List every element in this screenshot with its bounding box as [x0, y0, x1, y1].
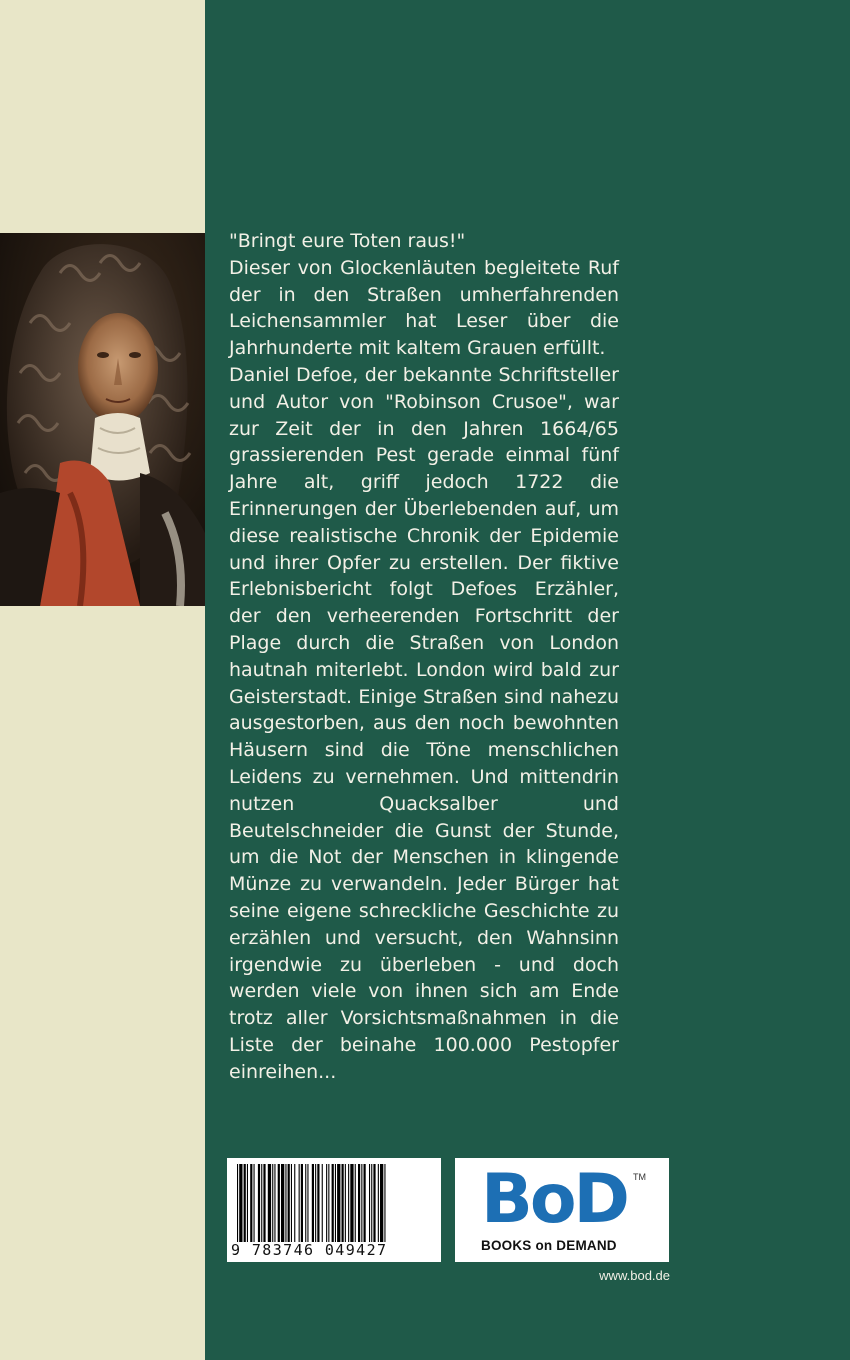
barcode-bar	[239, 1164, 242, 1242]
publisher-tagline: BOOKS on DEMAND	[481, 1238, 617, 1253]
barcode-bar	[361, 1164, 362, 1242]
barcode-bar	[237, 1164, 238, 1242]
barcode-bar	[281, 1164, 284, 1242]
barcode-bar	[250, 1164, 252, 1242]
barcode-bar	[345, 1164, 346, 1242]
barcode-bars	[237, 1164, 431, 1242]
barcode-bar	[258, 1164, 260, 1242]
publisher-website: www.bod.de	[599, 1268, 670, 1283]
isbn-number: 9 783746 049427	[231, 1241, 388, 1259]
barcode-bar	[378, 1164, 379, 1242]
portrait-painting	[0, 233, 205, 606]
barcode-bar	[328, 1164, 329, 1242]
barcode-bar	[337, 1164, 340, 1242]
barcode-bar	[263, 1164, 265, 1242]
author-portrait	[0, 233, 205, 606]
barcode-bar	[294, 1164, 295, 1242]
barcode-bar	[315, 1164, 316, 1242]
barcode-bar	[371, 1164, 372, 1242]
barcode-bar	[268, 1164, 271, 1242]
barcode-bar	[312, 1164, 314, 1242]
barcode-bar	[307, 1164, 308, 1242]
barcode-bar	[380, 1164, 383, 1242]
barcode-bar	[355, 1164, 356, 1242]
barcode-bar	[369, 1164, 370, 1242]
barcode-bar	[348, 1164, 349, 1242]
barcode-bar	[305, 1164, 306, 1242]
barcode-bar	[247, 1164, 248, 1242]
barcode-bar	[272, 1164, 273, 1242]
back-cover-blurb	[229, 228, 619, 1086]
barcode-bar	[358, 1164, 360, 1242]
barcode-bar	[364, 1164, 366, 1242]
barcode-bar	[261, 1164, 262, 1242]
barcode-bar	[254, 1164, 255, 1242]
barcode-bar	[288, 1164, 290, 1242]
barcode-bar	[326, 1164, 327, 1242]
barcode-bar	[274, 1164, 275, 1242]
trademark-symbol: TM	[633, 1172, 646, 1182]
publisher-logo	[455, 1158, 669, 1262]
blurb-paragraph-main: Daniel Defoe, der bekannte Schriftsteller und Autor von "Robinson Crusoe", war zur Zeit der in den Jahren 1664/65 grassierenden Pest gerade einmal fünf Jahre alt, griff jedoch 1722 die Erinnerungen der Überlebenden auf, um diese realistische Chronik der Epidemie und ihrer Opfer zu erstellen. Der fiktive Erlebnisbericht folgt Defoes Erzähler, der den verheerenden Fortschritt der Plage durch die Straßen von London hautnah miterlebt. London wird bald zur Geisterstadt. Einige Straßen sind nahezu ausgestorben, aus den noch bewohnten Häusern sind die Töne menschlichen Leidens zu vernehmen. Und mittendrin nutzen Quacksalber und Beutelschneider die Gunst der Stunde, um die Not der Menschen in klingende Münze zu verwandeln. Jeder Bürger hat seine eigene schreckliche Geschichte zu erzählen und versucht, den Wahnsinn irgendwie zu überleben - und doch werden viele von ihnen sich am Ende trotz aller Vorsichtsmaßnahmen in die Liste der beinahe 100.000 Pestopfer einreihen...	[229, 363, 619, 1083]
barcode-bar	[278, 1164, 280, 1242]
bod-logo-mark: BoD	[481, 1160, 627, 1239]
barcode-bar	[373, 1164, 375, 1242]
barcode-bar	[285, 1164, 286, 1242]
isbn-barcode	[227, 1158, 441, 1262]
barcode-bar	[301, 1164, 303, 1242]
barcode-bar	[322, 1164, 323, 1242]
barcode-bar	[342, 1164, 344, 1242]
barcode-bar	[291, 1164, 292, 1242]
barcode-bar	[244, 1164, 246, 1242]
blurb-paragraph-intro: Dieser von Glockenläuten begleitete Ruf der in den Straßen umherfahrenden Leichensammler hat Leser über die Jahrhunderte mit kaltem Grauen erfüllt.	[229, 256, 619, 360]
barcode-bar	[335, 1164, 336, 1242]
barcode-bar	[299, 1164, 300, 1242]
left-cream-strip	[0, 0, 205, 1360]
barcode-bar	[332, 1164, 334, 1242]
barcode-bar	[350, 1164, 353, 1242]
blurb-quote: "Bringt eure Toten raus!"	[229, 230, 466, 252]
barcode-bar	[384, 1164, 385, 1242]
barcode-bar	[317, 1164, 319, 1242]
